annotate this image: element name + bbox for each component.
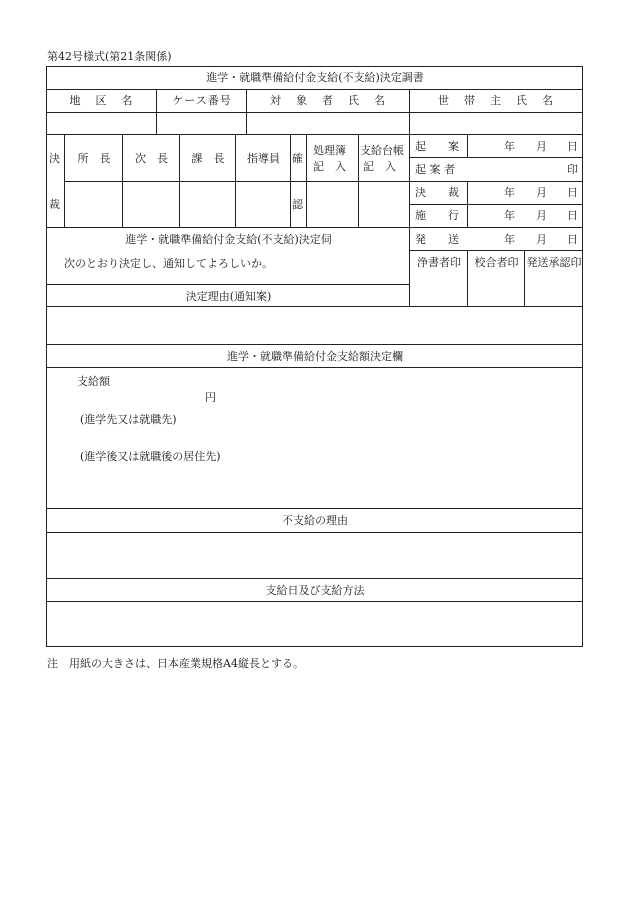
subject-name-field[interactable] bbox=[247, 113, 409, 134]
district-header: 地 区 名 bbox=[69, 94, 135, 107]
residence-label: (進学後又は就職後の居住先) bbox=[80, 450, 221, 463]
supervisor-header: 指導員 bbox=[247, 152, 280, 165]
section-chief-header: 課 長 bbox=[191, 152, 225, 165]
sent-year: 年 bbox=[504, 233, 515, 246]
register-entry-line-2: 記 入 bbox=[313, 160, 346, 173]
drafted-day: 日 bbox=[567, 140, 578, 153]
decided-year: 年 bbox=[504, 186, 515, 199]
deputy-director-stamp-box[interactable] bbox=[123, 182, 179, 227]
enforced-day: 日 bbox=[567, 209, 578, 222]
ledger-entry-line-2: 記 入 bbox=[363, 160, 396, 173]
form-number: 第42号様式(第21条関係) bbox=[47, 50, 172, 63]
decided-month: 月 bbox=[536, 186, 547, 199]
enforced-year: 年 bbox=[504, 209, 515, 222]
enforced-month: 月 bbox=[536, 209, 547, 222]
drafter-seal: 印 bbox=[567, 163, 578, 176]
sent-month: 月 bbox=[536, 233, 547, 246]
reason-field[interactable] bbox=[47, 307, 582, 344]
clean-copy-seal-label: 浄書者印 bbox=[417, 256, 461, 269]
supervisor-stamp-box[interactable] bbox=[236, 182, 290, 227]
ledger-entry-line-1: 支給台帳 bbox=[360, 144, 404, 157]
enforced-label: 施 行 bbox=[415, 209, 459, 222]
payment-method-field[interactable] bbox=[47, 602, 582, 646]
footer-note: 注 用紙の大きさは、日本産業規格A4縦長とする。 bbox=[47, 657, 304, 670]
director-stamp-box[interactable] bbox=[65, 182, 122, 227]
sent-day: 日 bbox=[567, 233, 578, 246]
case-number-field[interactable] bbox=[157, 113, 246, 134]
household-head-field[interactable] bbox=[410, 113, 582, 134]
amount-label: 支給額 bbox=[77, 375, 110, 388]
sent-label: 発 送 bbox=[415, 233, 459, 246]
subject-name-header: 対 象 者 氏 名 bbox=[270, 94, 387, 107]
payment-method-section-title: 支給日及び支給方法 bbox=[265, 584, 365, 597]
amount-section-title: 進学・就職準備給付金支給額決定欄 bbox=[227, 350, 403, 363]
destination-label: (進学先又は就職先) bbox=[80, 413, 177, 426]
dispatch-approval-seal-label: 発送承認印 bbox=[526, 256, 582, 269]
drafted-label: 起 案 bbox=[415, 140, 459, 153]
drafted-month: 月 bbox=[536, 140, 547, 153]
yen-unit: 円 bbox=[205, 391, 216, 404]
district-field[interactable] bbox=[47, 113, 156, 134]
director-header: 所 長 bbox=[77, 152, 111, 165]
decision-label-1: 決 bbox=[49, 152, 60, 165]
decided-label: 決 裁 bbox=[415, 186, 459, 199]
deputy-director-header: 次 長 bbox=[135, 152, 168, 165]
inquiry-body: 次のとおり決定し、通知してよろしいか。 bbox=[64, 257, 273, 270]
form-title: 進学・就職準備給付金支給(不支給)決定調書 bbox=[206, 71, 424, 84]
confirm-label-1: 確 bbox=[292, 152, 303, 165]
decided-day: 日 bbox=[567, 186, 578, 199]
nonpayment-reason-field[interactable] bbox=[47, 533, 582, 578]
decision-label-2: 裁 bbox=[49, 198, 60, 211]
proofreader-seal-label: 校合者印 bbox=[474, 256, 519, 269]
drafted-year: 年 bbox=[504, 140, 515, 153]
nonpayment-section-title: 不支給の理由 bbox=[282, 514, 348, 527]
inquiry-title: 進学・就職準備給付金支給(不支給)決定伺 bbox=[125, 233, 332, 246]
reason-section-title: 決定理由(通知案) bbox=[185, 290, 272, 303]
drafter-label: 起 案 者 bbox=[415, 163, 455, 176]
section-chief-stamp-box[interactable] bbox=[180, 182, 235, 227]
register-entry-line-1: 処理簿 bbox=[313, 144, 346, 157]
household-head-header: 世 帯 主 氏 名 bbox=[438, 94, 555, 107]
confirm-label-2: 認 bbox=[292, 198, 303, 211]
case-number-header: ケース番号 bbox=[172, 94, 232, 107]
